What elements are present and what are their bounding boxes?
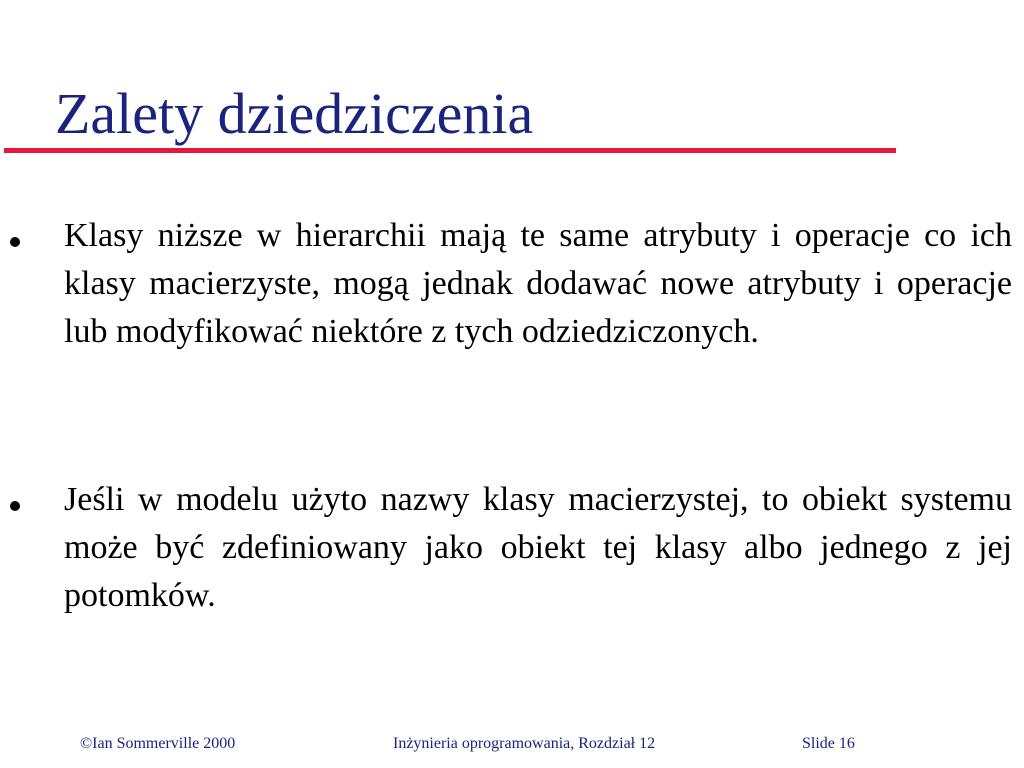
footer-course: Inżynieria oprogramowania, Rozdział 12 xyxy=(393,735,656,752)
bullet-text: Klasy niższe w hierarchii mają te same atrybuty i operacje co ich klasy macierzyste, mogą jednak dodawać nowe atrybuty i operacje lub modyfikować niektóre z tych odziedziczonych. xyxy=(64,217,1012,350)
footer-copyright: ©Ian Sommerville 2000 xyxy=(80,735,236,752)
bullet-text: Jeśli w modelu użyto nazwy klasy macierzystej, to obiekt systemu może być zdefiniowany jako obiekt tej klasy albo jednego z jej potomków. xyxy=(64,481,1012,614)
bullet-dot-icon xyxy=(10,237,20,247)
bullet-dot-icon xyxy=(10,501,20,511)
footer-slide-number: Slide 16 xyxy=(802,735,855,752)
slide-title: Zalety dziedziczenia xyxy=(55,81,534,146)
title-underline xyxy=(4,148,896,153)
